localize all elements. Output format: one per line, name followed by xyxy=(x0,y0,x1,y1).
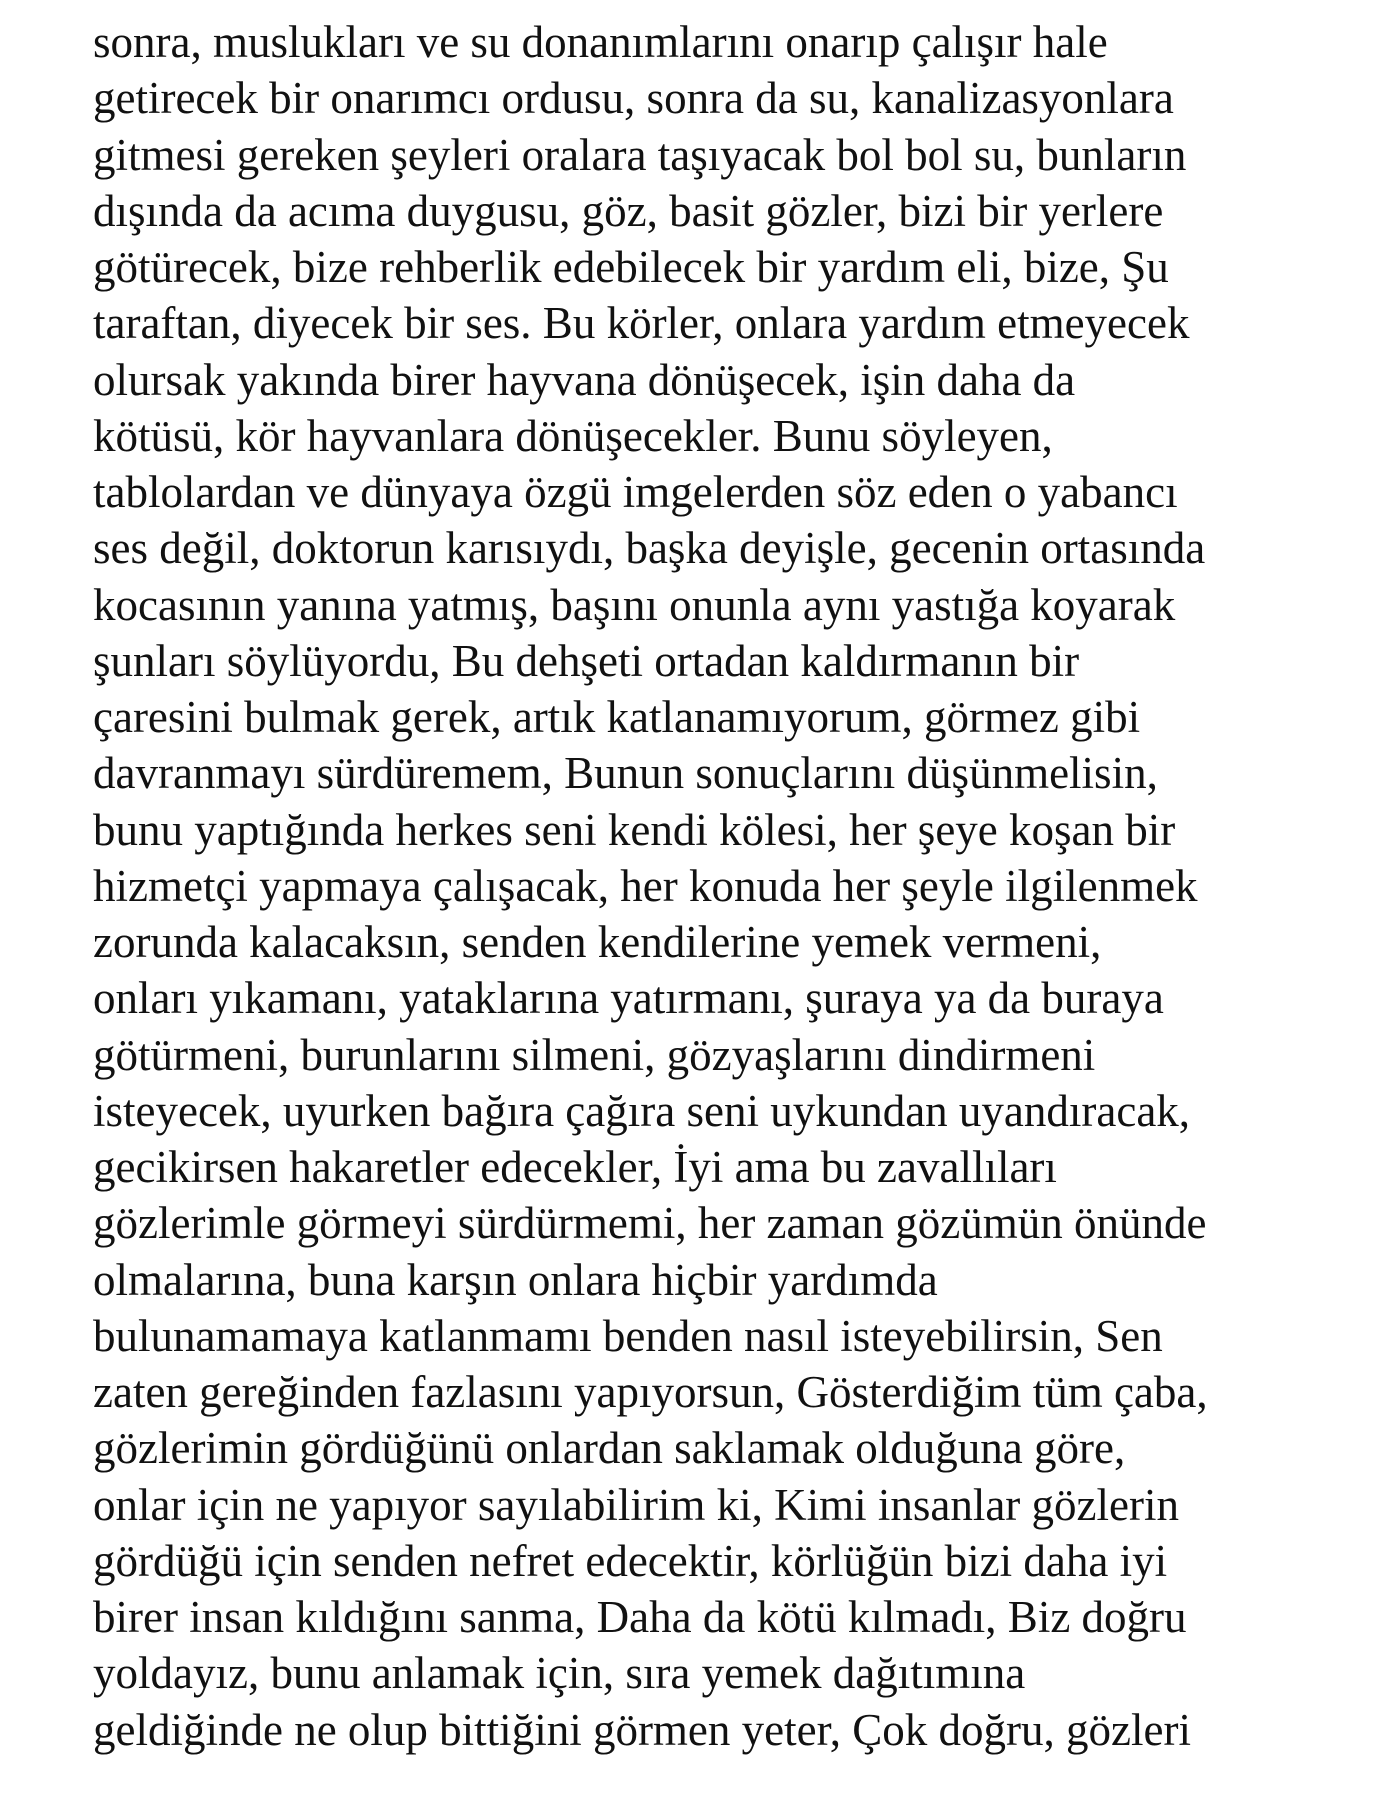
text-line: hizmetçi yapmaya çalışacak, her konuda her şeyle ilgilenmek xyxy=(93,860,1198,911)
text-line: birer insan kıldığını sanma, Daha da kötü kılmadı, Biz doğru xyxy=(93,1592,1187,1642)
text-line: tablolardan ve dünyaya özgü imgelerden söz eden o yabancı xyxy=(93,467,1178,517)
text-line: getirecek bir onarımcı ordusu, sonra da su, kanalizasyonlara xyxy=(93,73,1174,124)
text-line: kocasının yanına yatmış, başını onunla aynı yastığa koyarak xyxy=(93,579,1176,630)
text-line: geldiğinde ne olup bittiğini görmen yeter, Çok doğru, gözleri xyxy=(93,1704,1191,1755)
text-line: gözlerimle görmeyi sürdürmemi, her zaman gözümün önünde xyxy=(93,1198,1207,1249)
text-line: dışında da acıma duygusu, göz, basit gözler, bizi bir yerlere xyxy=(93,185,1164,236)
document-page xyxy=(93,14,1333,1758)
text-line: şunları söylüyordu, Bu dehşeti ortadan kaldırmanın bir xyxy=(93,635,1080,686)
text-line: gitmesi gereken şeyleri oralara taşıyacak bol bol su, bunların xyxy=(93,129,1187,180)
text-line: bunu yaptığında herkes seni kendi kölesi, her şeye koşan bir xyxy=(93,804,1176,855)
text-line: gecikirsen hakaretler edecekler, İyi ama bu zavallıları xyxy=(93,1142,1057,1192)
text-line: davranmayı sürdüremem, Bunun sonuçlarını düşünmelisin, xyxy=(93,748,1158,799)
text-line: isteyecek, uyurken bağıra çağıra seni uykundan uyandıracak, xyxy=(93,1085,1191,1136)
text-line: onları yıkamanı, yataklarına yatırmanı, şuraya ya da buraya xyxy=(93,973,1164,1024)
text-line: kötüsü, kör hayvanlara dönüşecekler. Bunu söyleyen, xyxy=(93,410,1053,461)
text-line: götürmeni, burunlarını silmeni, gözyaşlarını dindirmeni xyxy=(93,1029,1096,1080)
text-line: olursak yakında birer hayvana dönüşecek, işin daha da xyxy=(93,354,1076,405)
text-line: yoldayız, bunu anlamak için, sıra yemek dağıtımına xyxy=(93,1648,1026,1699)
text-line: taraftan, diyecek bir ses. Bu körler, onlara yardım etmeyecek xyxy=(93,298,1190,349)
text-line: sonra, muslukları ve su donanımlarını onarıp çalışır hale xyxy=(93,17,1108,67)
text-line: çaresini bulmak gerek, artık katlanamıyorum, görmez gibi xyxy=(93,692,1141,742)
text-line: gördüğü için senden nefret edecektir, körlüğün bizi daha iyi xyxy=(93,1535,1168,1586)
text-line: gözlerimin gördüğünü onlardan saklamak olduğuna göre, xyxy=(93,1423,1126,1474)
text-line: onlar için ne yapıyor sayılabilirim ki, Kimi insanlar gözlerin xyxy=(93,1479,1179,1530)
text-line: zaten gereğinden fazlasını yapıyorsun, Gösterdiğim tüm çaba, xyxy=(93,1367,1208,1417)
text-line: götürecek, bize rehberlik edebilecek bir yardım eli, bize, Şu xyxy=(93,242,1169,292)
text-line: bulunamamaya katlanmamı benden nasıl isteyebilirsin, Sen xyxy=(93,1310,1163,1361)
text-line: ses değil, doktorun karısıydı, başka deyişle, gecenin ortasında xyxy=(93,523,1206,574)
text-line: zorunda kalacaksın, senden kendilerine yemek vermeni, xyxy=(93,917,1102,967)
text-line: olmalarına, buna karşın onlara hiçbir yardımda xyxy=(93,1254,938,1305)
